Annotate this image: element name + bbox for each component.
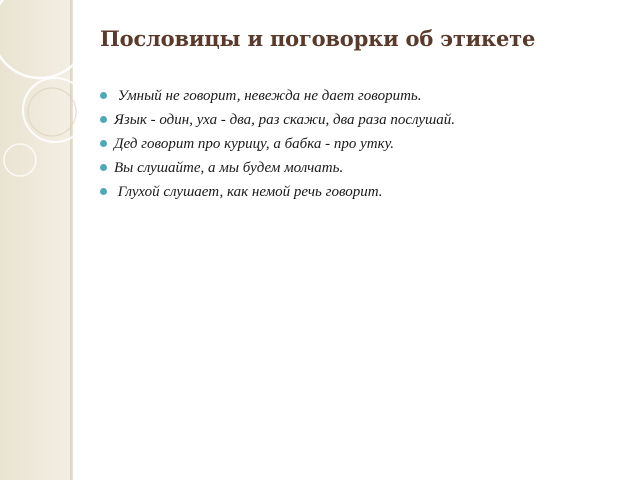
list-item: [100, 132, 455, 156]
ring-small: [28, 88, 76, 136]
ring-tiny: [4, 144, 36, 176]
slide-title: Пословицы и поговорки об этикете: [100, 26, 536, 51]
ring-large: [0, 0, 88, 78]
proverbs-list: [100, 84, 455, 204]
list-item: [100, 156, 455, 180]
proverb-text: Глухой слушает, как немой речь говорит.: [114, 184, 383, 200]
list-item: [100, 108, 455, 132]
bullet-icon: [100, 188, 107, 195]
proverb-text: Язык - один, уха - два, раз скажи, два раза послушай.: [114, 112, 456, 128]
bullet-icon: [100, 116, 107, 123]
bullet-icon: [100, 164, 107, 171]
list-item: [100, 84, 455, 108]
bullet-icon: [100, 140, 107, 147]
proverb-text: Вы слушайте, а мы будем молчать.: [114, 160, 344, 176]
bullet-icon: [100, 92, 107, 99]
list-item: [100, 180, 455, 204]
proverb-text: Умный не говорит, невежда не дает говорить.: [114, 88, 422, 104]
proverb-text: Дед говорит про курицу, а бабка - про утку.: [114, 136, 395, 152]
